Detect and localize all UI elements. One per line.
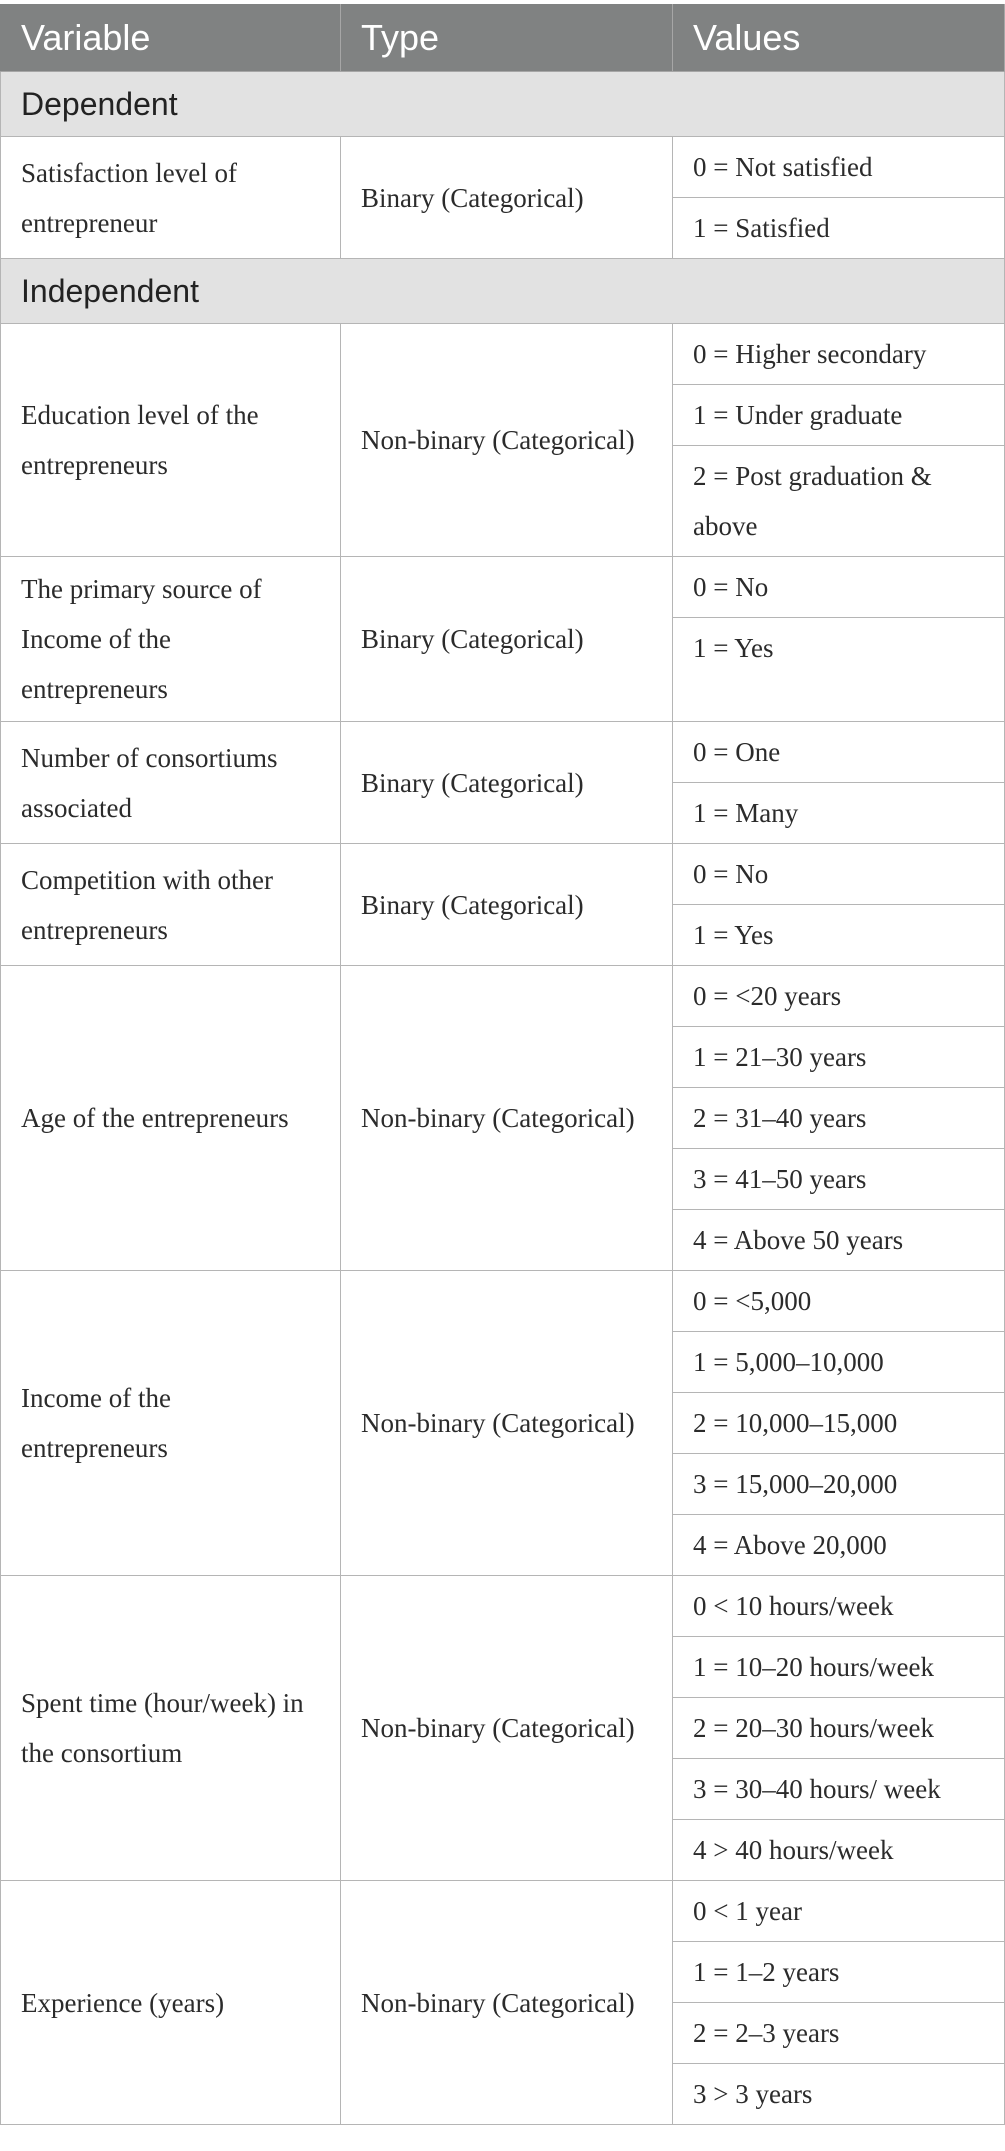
type-cell: Binary (Categorical) [341, 557, 673, 722]
value-cell: 0 < 1 year [673, 1881, 1005, 1942]
value-cell: 1 = 5,000–10,000 [673, 1332, 1005, 1393]
table-row [1, 1576, 1005, 1637]
value-cell: 1 = 10–20 hours/week [673, 1637, 1005, 1698]
type-cell: Non-binary (Categorical) [341, 1271, 673, 1576]
value-cell: 1 = 21–30 years [673, 1027, 1005, 1088]
value-cell: 1 = 1–2 years [673, 1942, 1005, 2003]
value-cell: 4 = Above 20,000 [673, 1515, 1005, 1576]
section-row-independent [1, 259, 1005, 324]
table-row [1, 137, 1005, 198]
type-cell: Non-binary (Categorical) [341, 324, 673, 557]
value-cell: 2 = Post graduation & above [673, 446, 1005, 557]
table-row [1, 1271, 1005, 1332]
value-cell: 4 = Above 50 years [673, 1210, 1005, 1271]
type-cell: Non-binary (Categorical) [341, 1576, 673, 1881]
header-values: Values [673, 4, 1005, 72]
table-row [1, 324, 1005, 385]
value-cell: 0 = No [673, 844, 1005, 905]
variable-cell: Age of the entrepreneurs [1, 966, 341, 1271]
value-cell: 0 = Higher secondary [673, 324, 1005, 385]
table-row [1, 1881, 1005, 1942]
value-cell: 0 = One [673, 722, 1005, 783]
type-cell: Binary (Categorical) [341, 722, 673, 844]
value-cell: 3 > 3 years [673, 2064, 1005, 2125]
value-cell: 2 = 31–40 years [673, 1088, 1005, 1149]
header-variable: Variable [1, 4, 341, 72]
value-cell: 1 = Many [673, 783, 1005, 844]
table-row [1, 966, 1005, 1027]
variable-cell: Number of consortiums associated [1, 722, 341, 844]
header-row [1, 4, 1005, 72]
type-cell: Binary (Categorical) [341, 844, 673, 966]
table-row [1, 722, 1005, 783]
value-cell: 3 = 15,000–20,000 [673, 1454, 1005, 1515]
value-cell: 0 < 10 hours/week [673, 1576, 1005, 1637]
value-cell: 1 = Yes [673, 905, 1005, 966]
value-cell: 3 = 41–50 years [673, 1149, 1005, 1210]
type-cell: Binary (Categorical) [341, 137, 673, 259]
variable-cell: Spent time (hour/week) in the consortium [1, 1576, 341, 1881]
value-cell: 0 = No [673, 557, 1005, 618]
variable-cell: Satisfaction level of entrepreneur [1, 137, 341, 259]
variable-cell: Competition with other entrepreneurs [1, 844, 341, 966]
variable-cell: Education level of the entrepreneurs [1, 324, 341, 557]
variable-cell: Experience (years) [1, 1881, 341, 2125]
type-cell: Non-binary (Categorical) [341, 966, 673, 1271]
value-cell: 3 = 30–40 hours/ week [673, 1759, 1005, 1820]
value-cell: 2 = 2–3 years [673, 2003, 1005, 2064]
value-cell: 1 = Satisfied [673, 198, 1005, 259]
table-row [1, 557, 1005, 618]
value-cell: 4 > 40 hours/week [673, 1820, 1005, 1881]
variables-table [0, 4, 1005, 2125]
value-cell: 0 = <20 years [673, 966, 1005, 1027]
value-cell: 0 = <5,000 [673, 1271, 1005, 1332]
value-cell: 1 = Yes [673, 618, 1005, 722]
value-cell: 0 = Not satisfied [673, 137, 1005, 198]
section-label-independent: Independent [1, 259, 1005, 324]
value-cell: 2 = 10,000–15,000 [673, 1393, 1005, 1454]
value-cell: 2 = 20–30 hours/week [673, 1698, 1005, 1759]
type-cell: Non-binary (Categorical) [341, 1881, 673, 2125]
variable-cell: Income of the entrepreneurs [1, 1271, 341, 1576]
value-cell: 1 = Under graduate [673, 385, 1005, 446]
section-row-dependent [1, 72, 1005, 137]
header-type: Type [341, 4, 673, 72]
variable-cell: The primary source of Income of the entrepreneurs [1, 557, 341, 722]
section-label-dependent: Dependent [1, 72, 1005, 137]
table-row [1, 844, 1005, 905]
